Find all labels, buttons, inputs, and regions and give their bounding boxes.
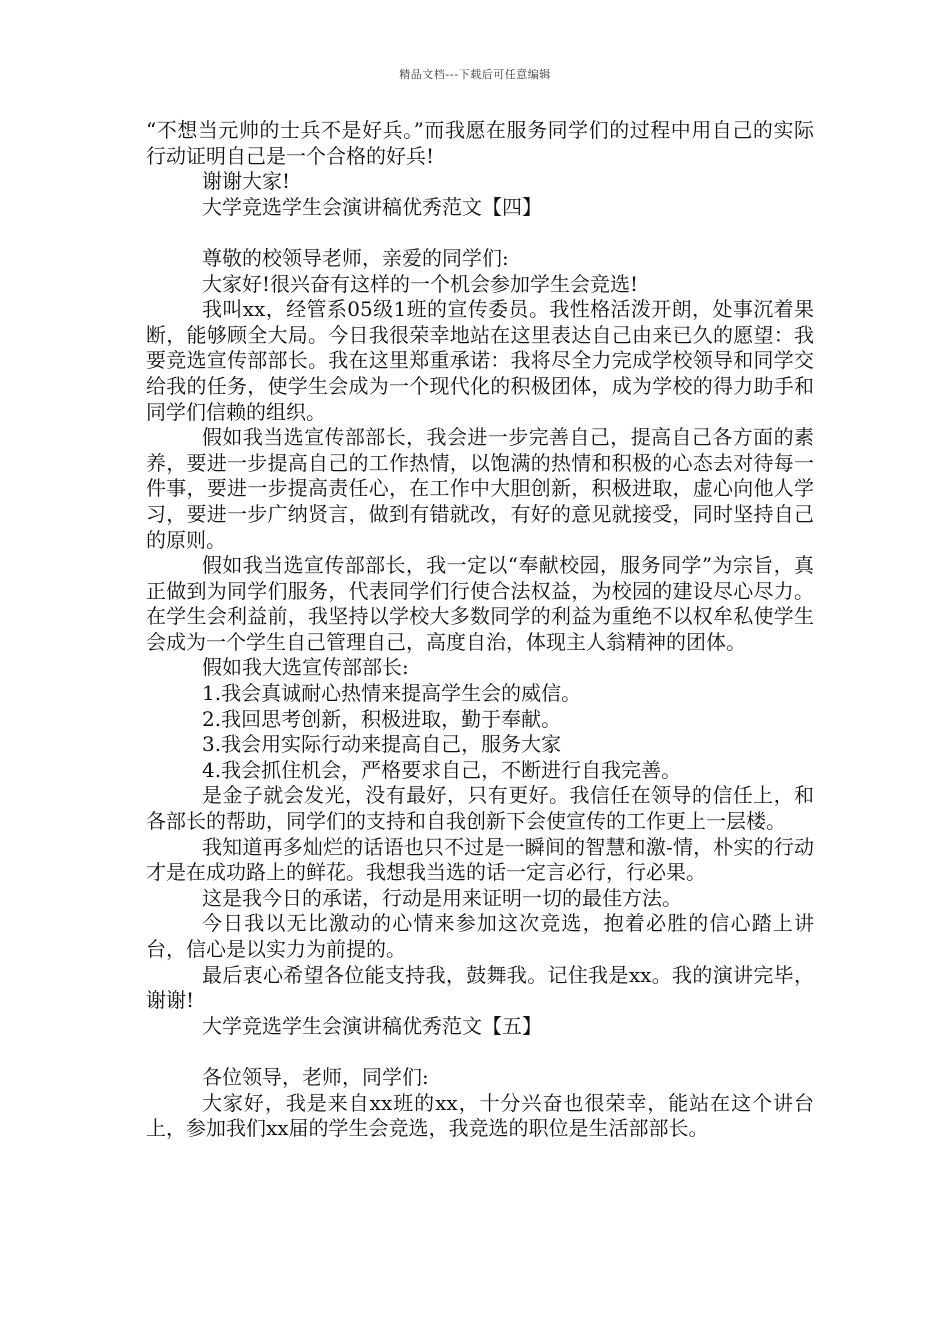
paragraph: 各位领导，老师，同学们: — [202, 1064, 429, 1089]
paragraph: 这是我今日的承诺，行动是用来证明一切的最佳方法。 — [202, 885, 682, 910]
paragraph: 尊敬的校领导老师，亲爱的同学们: — [202, 245, 509, 270]
paragraph: 大家好!很兴奋有这样的一个机会参加学生会竞选! — [202, 271, 639, 296]
paragraph: 最后衷心希望各位能支持我，鼓舞我。记住我是xx。我的演讲完毕，谢谢! — [146, 962, 814, 1013]
paragraph: 3.我会用实际行动来提高自己，服务大家 — [202, 732, 562, 757]
paragraph: 我知道再多灿烂的话语也只不过是一瞬间的智慧和激-情，朴实的行动才是在成功路上的鲜花。我想我当选的话一定言必行，行必果。 — [146, 834, 814, 885]
blank-line — [146, 1039, 814, 1065]
paragraph: 大学竞选学生会演讲稿优秀范文【五】 — [202, 1013, 542, 1038]
paragraph: 假如我大选宣传部部长: — [202, 655, 409, 680]
paragraph: 谢谢大家! — [202, 169, 291, 194]
page-header: 精品文档---下载后可任意编辑 — [399, 68, 551, 81]
paragraph: 是金子就会发光，没有最好，只有更好。我信任在领导的信任上，和各部长的帮助，同学们的支持和自我创新下会使宣传的工作更上一层楼。 — [146, 783, 814, 834]
paragraph: 2.我回思考创新，积极进取，勤于奉献。 — [202, 706, 562, 731]
blank-line — [146, 220, 814, 246]
paragraph: 大家好，我是来自xx班的xx，十分兴奋也很荣幸，能站在这个讲台上，参加我们xx届的学生会竞选，我竞选的职位是生活部部长。 — [146, 1090, 814, 1141]
paragraph: 1.我会真诚耐心热情来提高学生会的威信。 — [202, 681, 582, 706]
paragraph: 4.我会抓住机会，严格要求自己，不断进行自我完善。 — [202, 757, 682, 782]
paragraph: 大学竞选学生会演讲稿优秀范文【四】 — [202, 194, 542, 219]
paragraph: 我叫xx，经管系05级1班的宣传委员。我性格活泼开朗，处事沉着果断，能够顾全大局。今日我很荣幸地站在这里表达自己由来已久的愿望：我要竞选宣传部部长。我在这里郑重承诺：我将尽全力完成学校领导和同学交给我的任务，使学生会成为一个现代化的积极团体，成为学校的得力助手和同学们信赖的组织。 — [146, 297, 814, 424]
paragraph: 假如我当选宣传部部长，我会进一步完善自己，提高自己各方面的素养，要进一步提高自己的工作热情，以饱满的热情和积极的心态去对待每一件事，要进一步提高责任心，在工作中大胆创新，积极进取，虚心向他人学习，要进一步广纳贤言，做到有错就改，有好的意见就接受，同时坚持自己的原则。 — [146, 425, 814, 552]
document-body — [146, 118, 814, 1142]
paragraph: 今日我以无比激动的心情来参加这次竞选，抱着必胜的信心踏上讲台，信心是以实力为前提的。 — [146, 911, 814, 961]
paragraph: 假如我当选宣传部部长，我一定以“奉献校园，服务同学”为宗旨，真正做到为同学们服务，代表同学们行使合法权益，为校园的建设尽心尽力。在学生会利益前，我坚持以学校大多数同学的利益为重绝不以权牟私使学生会成为一个学生自己管理自己，高度自治，体现主人翁精神的团体。 — [146, 553, 814, 654]
paragraph: “不想当元帅的士兵不是好兵。”而我愿在服务同学们的过程中用自己的实际行动证明自己是一个合格的好兵! — [146, 118, 814, 168]
